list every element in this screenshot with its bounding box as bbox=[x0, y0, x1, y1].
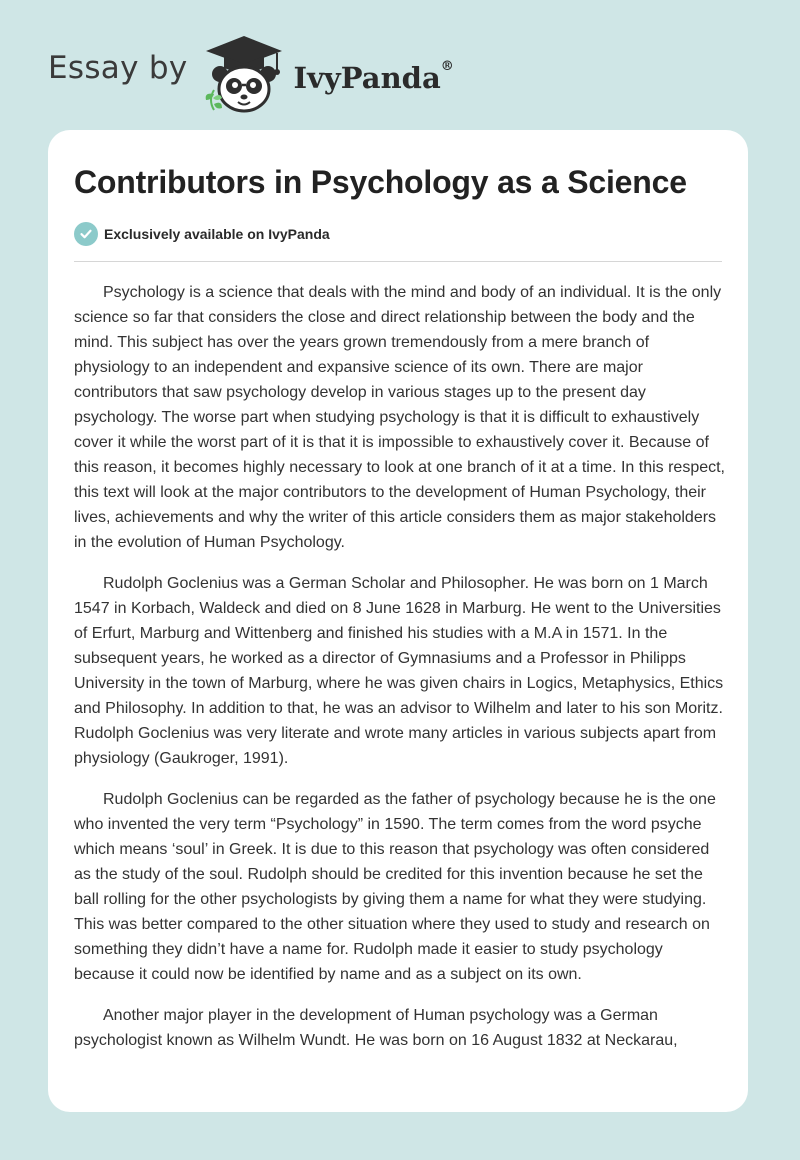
brand-prefix: Essay by bbox=[48, 50, 188, 86]
check-icon bbox=[74, 222, 98, 246]
exclusive-badge bbox=[74, 222, 330, 246]
registered-mark: ® bbox=[440, 59, 454, 74]
essay-card bbox=[48, 130, 748, 1112]
page-title: Contributors in Psychology as a Science bbox=[74, 164, 687, 200]
essay-body bbox=[74, 280, 726, 1069]
brand-name: IvyPanda® bbox=[293, 59, 454, 95]
brand-header bbox=[48, 34, 454, 114]
paragraph: Psychology is a science that deals with the mind and body of an individual. It is the only science so far that considers the close and direct relationship between the body and the mind. This subject has over the years grown tremendously from a mere branch of physiology to an independent and expansive science of its own. There are major contributors that saw psychology develop in various stages up to the present day psychology. The worse part when studying psychology is that it is difficult to exhaustively cover it while the worst part of it is that it is impossible to exhaustively cover it. Because of this reason, it becomes highly necessary to look at one branch of it at a time. In this respect, this text will look at the major contributors to the development of Human Psychology, their lives, achievements and why the writer of this article considers them as major stakeholders in the evolution of Human Psychology. bbox=[74, 284, 725, 551]
paragraph: Rudolph Goclenius was a German Scholar and Philosopher. He was born on 1 March 1547 in Korbach, Waldeck and died on 8 June 1628 in Marburg. He went to the Universities of Erfurt, Marburg and Wittenberg and finished his studies with a M.A in 1571. In the subsequent years, he worked as a director of Gymnasiums and a Professor in Philipps University in the town of Marburg, where he was given chairs in Logics, Metaphysics, Ethics and Philosophy. In addition to that, he was an advisor to Wilhelm and later to his son Moritz. Rudolph Goclenius was very literate and wrote many articles in various subjects apart from physiology (Gaukroger, 1991). bbox=[74, 575, 724, 767]
divider bbox=[74, 261, 722, 262]
paragraph: Rudolph Goclenius can be regarded as the father of psychology because he is the one who invented the very term “Psychology” in 1590. The term comes from the word psyche which means ‘soul’ in Greek. It is due to this reason that psychology was often considered as the study of the soul. Rudolph should be credited for this invention because he set the ball rolling for the other psychologists by giving them a name for what they were studying. This was better compared to the other situation where they used to study and research on something they didn’t have a name for. Rudolph made it easier to study psychology because it could now be identified by name and as a subject on its own. bbox=[74, 791, 716, 983]
paragraph: Another major player in the development of Human psychology was a German psychologist known as Wilhelm Wundt. He was born on 16 August 1832 at Neckarau, bbox=[74, 1007, 678, 1049]
ivypanda-logo-icon bbox=[202, 34, 286, 114]
exclusive-badge-label: Exclusively available on IvyPanda bbox=[104, 226, 330, 242]
